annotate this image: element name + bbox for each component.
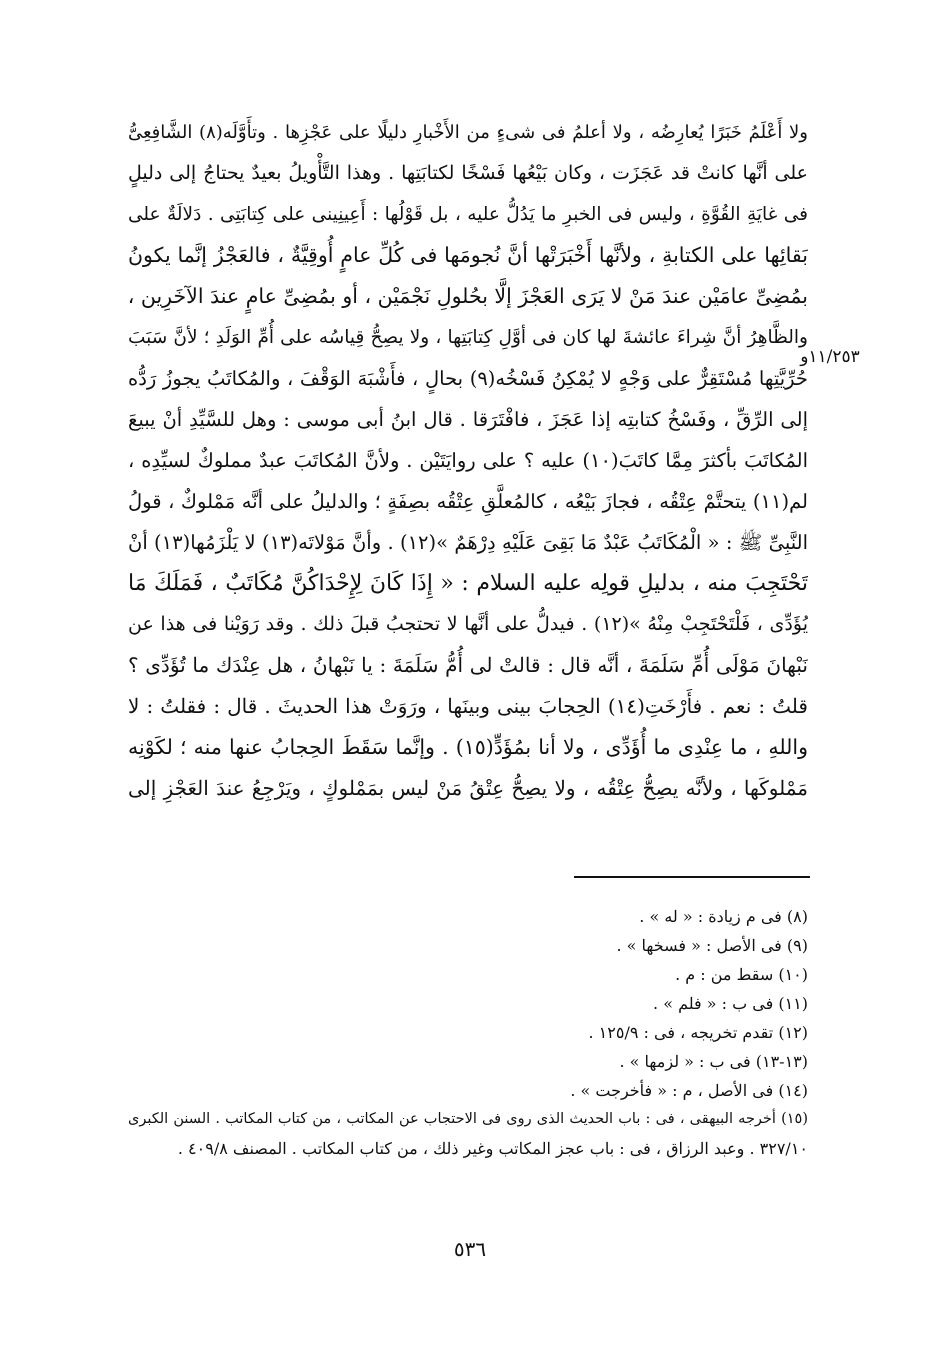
margin-folio-note: ١١/٢٥٣و	[800, 347, 860, 367]
text-line: حُرِّيَّتِها مُسْتَقِرٌّ على وَجْهٍ لا يُمْكِنُ فَسْخُه(٩) بحالٍ ، فأَشْبَهَ الوَقْفَ ، والمُكاتَبُ يجوزُ رَدُّه	[128, 367, 808, 390]
footnotes	[128, 902, 808, 1163]
text-line: ولا أَعْلَمُ خَبَرًا يُعارِضُه ، ولا أعلمُ فى شىءٍ من الأَخْبارِ دليلًا على عَجْزِها . وتأَوَّلَه(٨) الشَّافِعِىُّ	[128, 122, 808, 143]
text-line: إلى الرِّقِّ ، وفَسْخُ كتابتِه إذا عَجَزَ ، فافْتَرَقا . قال ابنُ أبى موسى : وهل للسَّيِّدِ أنْ يبيعَ	[128, 408, 808, 431]
text-line: مَمْلوكَها ، ولأنَّه يصِحُّ عِتْقُه ، ولا يصِحُّ عِتْقُ مَنْ ليس بمَمْلوكٍ ، ويَرْجِعُ عندَ العَجْزِ إلى	[128, 776, 808, 800]
text-line: النَّبِىِّ ﷺ : « الْمُكَاتَبُ عَبْدٌ مَا بَقِىَ عَلَيْهِ دِرْهَمٌ »(١٢) . وأنَّ مَوْلاتَه(١٣) لا يَلْزَمُها(١٣) أنْ	[128, 531, 808, 554]
text-line: بَقائِها على الكتابةِ ، ولأنَّها أَخْبَرَتْها أنَّ نُجومَها فى كُلِّ عامٍ أُوقِيَّةٌ ، فالعَجْزُ إنَّما يكونُ	[128, 243, 808, 267]
text-line: لم(١١) يتحتَّمْ عِتْقُه ، فجازَ بَيْعُه ، كالمُعلَّقِ عِتْقُه بصِفَةٍ ؛ والدليلُ على أنَّه مَمْلوكٌ ، قولُ	[128, 490, 808, 513]
text-line: يُؤَدِّى ، فَلْتَحْتَجِبْ مِنْهُ »(١٢) . فيدلُّ على أنَّها لا تحتجبُ قبلَ ذلك . وقد رَوَيْنا فى هذا عن	[128, 613, 808, 635]
text-line: والظَّاهِرُ أنَّ شِراءَ عائشةَ لها كان فى أوَّلِ كِتابَتِها ، ولا يصِحُّ قِياسُه على أُمِّ الوَلَدِ ؛ لأنَّ سَبَبَ	[128, 327, 808, 348]
footnote: (١١) فى ب : « فلم » .	[653, 994, 808, 1013]
footnote: (١٤) فى الأصل ، م : « فأخرجت » .	[570, 1081, 808, 1100]
text-line: المُكاتَبَ بأكثرَ مِمَّا كاتَبَ(١٠) عليه ؟ على روايَتَيْن . ولأنَّ المُكاتَبَ عبدٌ مملوكٌ لسيِّدِه ،	[128, 449, 808, 472]
text-line: بمُضِىِّ عامَيْن عندَ مَنْ لا يَرَى العَجْزَ إلَّا بحُلولِ نَجْمَيْن ، أو بمُضِىِّ عامٍ عندَ الآخَرِين ،	[128, 284, 808, 308]
page-number: ٥٣٦	[453, 1237, 487, 1261]
footnote: (١٥) أخرجه البيهقى ، فى : باب الحديث الذى روى فى الاحتجاب عن المكاتب ، من كتاب المكاتب . السنن الكبرى	[128, 1111, 808, 1127]
text-line: نَبْهانَ مَوْلَى أُمِّ سَلَمَةَ ، أنَّه قال : قالتْ لى أُمُّ سَلَمَةَ : يا نَبْهانُ ، هل عِنْدَك ما تُؤَدِّى ؟	[128, 653, 808, 677]
footnote: (١٠) سقط من : م .	[675, 965, 808, 984]
footnote-continuation: ٣٢٧/١٠ . وعبد الرزاق ، فى : باب عجز المكاتب وغير ذلك ، من كتاب المكاتب . المصنف ٤٠٩/٨ .	[177, 1139, 808, 1158]
text-line: قلتُ : نعم . فأَرْخَتِ(١٤) الحِجابَ بينى وبينَها ، ورَوَتْ هذا الحديثَ . قال : فقلتُ : لا	[128, 694, 808, 718]
text-line: على أنَّها كانتْ قد عَجَزَت ، وكان بَيْعُها فَسْخًا لكتابَتِها . وهذا التَّأْويلُ بعيدٌ يحتاجُ إلى دليلٍ	[128, 162, 808, 184]
main-text	[128, 112, 808, 809]
footnote: (٩) فى الأصل : « فسخها » .	[616, 936, 808, 955]
footnote: (١٣-١٣) فى ب : « لزمها » .	[619, 1052, 808, 1071]
footnote-separator	[574, 876, 810, 878]
text-line: واللهِ ، ما عِنْدِى ما أُؤَدِّى ، ولا أنا بمُؤَدٍّ(١٥) . وإنَّما سَقَطَ الحِجابُ عنها منه ؛ لكَوْنِه	[128, 735, 808, 759]
footnote: (٨) فى م زيادة : « له » .	[639, 907, 808, 926]
footnote: (١٢) تقدم تخريجه ، فى : ١٢٥/٩ .	[588, 1023, 808, 1042]
text-line: تَحْتَجِبَ منه ، بدليلِ قولِه عليه السلام : « إِذَا كَانَ لِإِحْدَاكُنَّ مُكَاتَبٌ ، فَمَلَكَ مَا	[128, 571, 808, 596]
text-line: فى غايَةِ القُوَّةِ ، وليس فى الخبرِ ما يَدُلُّ عليه ، بل قَوْلُها : أَعِينِينى على كِتابَتِى . دَلالَةٌ على	[128, 204, 808, 225]
